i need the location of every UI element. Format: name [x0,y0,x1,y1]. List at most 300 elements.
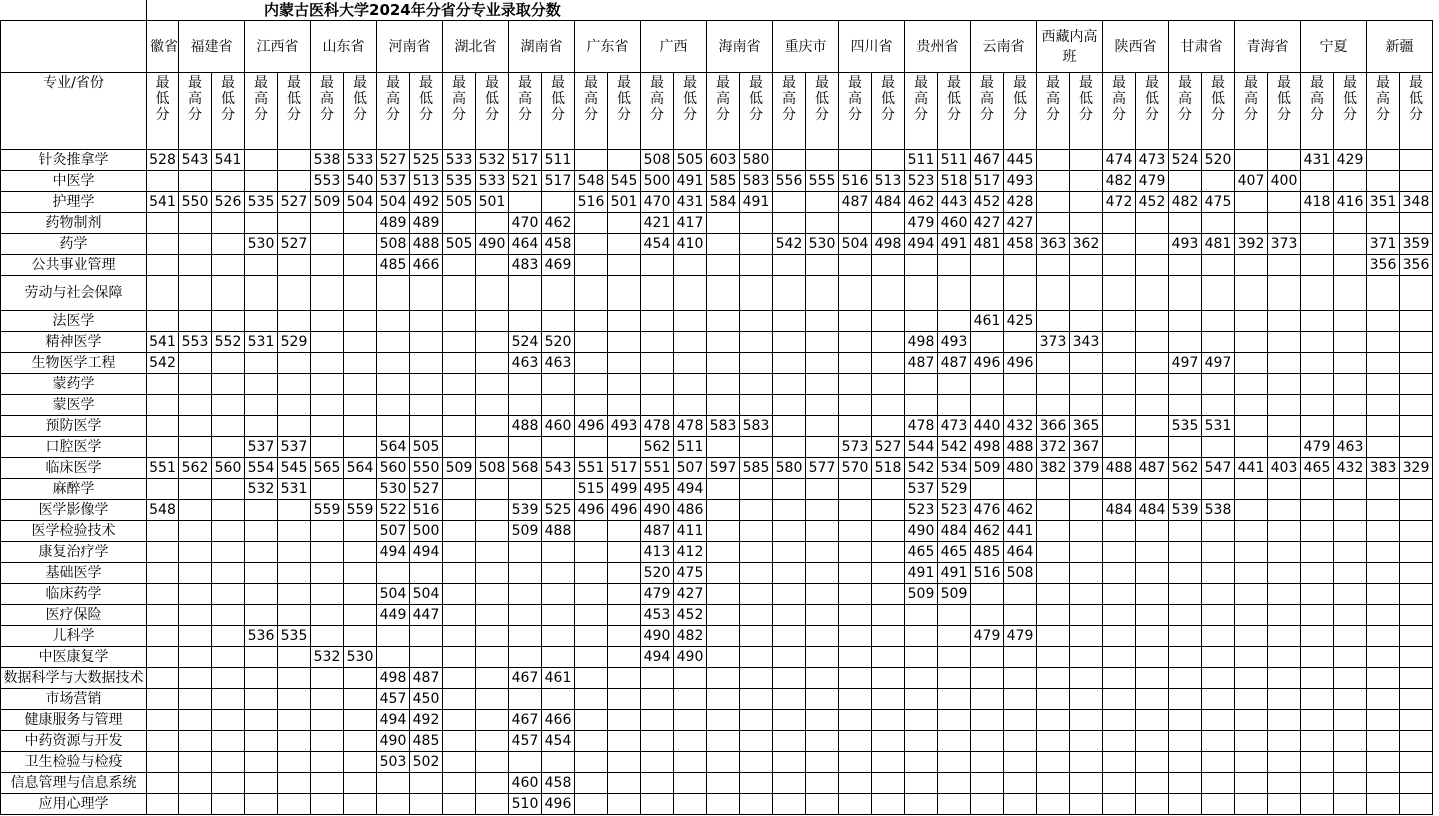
score-cell[interactable] [773,521,806,542]
score-cell[interactable] [608,332,641,353]
score-cell[interactable] [179,773,212,794]
score-cell[interactable] [377,563,410,584]
score-cell[interactable] [147,584,179,605]
score-cell[interactable]: 542 [905,458,938,479]
province-header[interactable]: 四川省 [839,21,905,73]
score-cell[interactable] [707,668,740,689]
score-cell[interactable] [1400,752,1433,773]
score-cell[interactable] [1202,276,1235,311]
score-cell[interactable] [608,311,641,332]
score-cell[interactable]: 573 [839,437,872,458]
score-cell[interactable]: 500 [641,171,674,192]
score-cell[interactable] [476,500,509,521]
score-cell[interactable] [1202,479,1235,500]
score-cell[interactable]: 463 [509,353,542,374]
score-cell[interactable] [608,213,641,234]
score-cell[interactable] [575,374,608,395]
score-cell[interactable] [542,276,575,311]
score-cell[interactable] [773,542,806,563]
score-cell[interactable] [476,416,509,437]
score-cell[interactable] [212,773,245,794]
score-cell[interactable] [344,311,377,332]
score-cell[interactable] [1268,213,1301,234]
subheader-cell[interactable]: 最高分 [179,73,212,150]
score-cell[interactable] [674,773,707,794]
score-cell[interactable] [839,255,872,276]
score-cell[interactable] [872,647,905,668]
score-cell[interactable] [1301,213,1334,234]
score-cell[interactable]: 533 [476,171,509,192]
score-cell[interactable]: 508 [641,150,674,171]
score-cell[interactable] [1103,542,1136,563]
score-cell[interactable] [1334,395,1367,416]
score-cell[interactable]: 365 [1070,416,1103,437]
score-cell[interactable] [1268,752,1301,773]
score-cell[interactable] [1334,710,1367,731]
score-cell[interactable] [476,584,509,605]
score-cell[interactable] [344,710,377,731]
score-cell[interactable]: 585 [707,171,740,192]
score-cell[interactable]: 524 [1169,150,1202,171]
score-cell[interactable] [245,255,278,276]
score-cell[interactable] [410,626,443,647]
score-cell[interactable]: 580 [740,150,773,171]
score-cell[interactable] [938,374,971,395]
score-cell[interactable] [179,437,212,458]
score-cell[interactable] [443,479,476,500]
score-cell[interactable]: 453 [641,605,674,626]
score-cell[interactable] [179,584,212,605]
score-cell[interactable] [245,542,278,563]
score-cell[interactable]: 537 [377,171,410,192]
score-cell[interactable]: 530 [344,647,377,668]
score-cell[interactable]: 496 [971,353,1004,374]
score-cell[interactable] [1367,437,1400,458]
score-cell[interactable]: 516 [971,563,1004,584]
score-cell[interactable] [410,794,443,815]
major-cell[interactable]: 预防医学 [1,416,147,437]
score-cell[interactable] [1268,500,1301,521]
score-cell[interactable] [872,276,905,311]
score-cell[interactable]: 431 [1301,150,1334,171]
score-cell[interactable] [1334,626,1367,647]
score-cell[interactable] [674,752,707,773]
subheader-cell[interactable]: 最低分 [806,73,839,150]
score-cell[interactable] [410,773,443,794]
score-cell[interactable] [1202,437,1235,458]
score-cell[interactable]: 371 [1367,234,1400,255]
score-cell[interactable] [938,626,971,647]
score-cell[interactable] [1334,171,1367,192]
score-cell[interactable]: 531 [278,479,311,500]
score-cell[interactable] [344,353,377,374]
score-cell[interactable] [608,255,641,276]
score-cell[interactable] [839,731,872,752]
score-cell[interactable] [311,563,344,584]
score-cell[interactable] [147,395,179,416]
score-cell[interactable] [707,752,740,773]
score-cell[interactable] [872,668,905,689]
score-cell[interactable] [971,752,1004,773]
score-cell[interactable] [1367,374,1400,395]
score-cell[interactable] [773,668,806,689]
score-cell[interactable] [872,416,905,437]
score-cell[interactable] [608,542,641,563]
score-cell[interactable] [443,416,476,437]
score-cell[interactable] [179,794,212,815]
score-cell[interactable] [443,500,476,521]
score-cell[interactable] [938,395,971,416]
score-cell[interactable] [1367,500,1400,521]
score-cell[interactable]: 485 [410,731,443,752]
score-cell[interactable] [1070,171,1103,192]
score-cell[interactable] [1136,563,1169,584]
score-cell[interactable] [1334,563,1367,584]
major-cell[interactable]: 医疗保险 [1,605,147,626]
score-cell[interactable] [1202,626,1235,647]
score-cell[interactable] [1004,332,1037,353]
score-cell[interactable] [344,563,377,584]
score-cell[interactable] [1004,773,1037,794]
score-cell[interactable] [245,668,278,689]
score-cell[interactable] [1235,773,1268,794]
score-cell[interactable]: 504 [377,584,410,605]
score-cell[interactable] [1367,276,1400,311]
score-cell[interactable] [179,668,212,689]
score-cell[interactable]: 510 [509,794,542,815]
score-cell[interactable] [1169,710,1202,731]
score-cell[interactable]: 497 [1202,353,1235,374]
score-cell[interactable] [278,689,311,710]
score-cell[interactable] [1400,710,1433,731]
score-cell[interactable]: 356 [1367,255,1400,276]
score-cell[interactable] [179,605,212,626]
subheader-cell[interactable]: 最高分 [1301,73,1334,150]
score-cell[interactable] [1235,416,1268,437]
score-cell[interactable] [1400,500,1433,521]
score-cell[interactable] [938,311,971,332]
score-cell[interactable]: 467 [971,150,1004,171]
score-cell[interactable] [1136,794,1169,815]
score-cell[interactable] [839,689,872,710]
score-cell[interactable] [971,395,1004,416]
score-cell[interactable] [1037,171,1070,192]
score-cell[interactable] [344,794,377,815]
score-cell[interactable] [1037,542,1070,563]
score-cell[interactable]: 383 [1367,458,1400,479]
score-cell[interactable] [1334,213,1367,234]
score-cell[interactable] [707,584,740,605]
score-cell[interactable] [806,563,839,584]
score-cell[interactable] [1070,605,1103,626]
score-cell[interactable] [773,332,806,353]
score-cell[interactable] [707,626,740,647]
score-cell[interactable] [839,332,872,353]
score-cell[interactable] [311,521,344,542]
score-cell[interactable] [1070,794,1103,815]
score-cell[interactable] [674,689,707,710]
score-cell[interactable] [707,773,740,794]
score-cell[interactable] [938,276,971,311]
score-cell[interactable] [707,710,740,731]
score-cell[interactable]: 583 [740,416,773,437]
score-cell[interactable]: 329 [1400,458,1433,479]
score-cell[interactable] [839,479,872,500]
score-cell[interactable] [641,255,674,276]
score-cell[interactable] [542,395,575,416]
score-cell[interactable] [476,689,509,710]
score-cell[interactable]: 373 [1268,234,1301,255]
score-cell[interactable]: 527 [278,192,311,213]
score-cell[interactable]: 530 [377,479,410,500]
score-cell[interactable]: 462 [1004,500,1037,521]
score-cell[interactable] [1103,668,1136,689]
score-cell[interactable]: 533 [443,150,476,171]
score-cell[interactable] [1334,668,1367,689]
score-cell[interactable] [1268,731,1301,752]
score-cell[interactable] [872,689,905,710]
score-cell[interactable] [707,213,740,234]
score-cell[interactable] [311,255,344,276]
score-cell[interactable] [971,276,1004,311]
score-cell[interactable]: 527 [872,437,905,458]
score-cell[interactable] [311,395,344,416]
score-cell[interactable] [707,255,740,276]
score-cell[interactable] [1103,416,1136,437]
score-cell[interactable] [1136,395,1169,416]
score-cell[interactable] [1400,276,1433,311]
score-cell[interactable] [212,668,245,689]
score-cell[interactable] [443,626,476,647]
province-header[interactable]: 湖北省 [443,21,509,73]
score-cell[interactable] [278,150,311,171]
score-cell[interactable] [443,255,476,276]
score-cell[interactable] [245,647,278,668]
score-cell[interactable] [1334,647,1367,668]
score-cell[interactable] [344,437,377,458]
score-cell[interactable] [575,563,608,584]
score-cell[interactable] [905,752,938,773]
score-cell[interactable] [1301,542,1334,563]
score-cell[interactable] [1334,353,1367,374]
score-cell[interactable] [245,794,278,815]
score-cell[interactable] [179,689,212,710]
score-cell[interactable]: 511 [938,150,971,171]
score-cell[interactable] [1103,521,1136,542]
score-cell[interactable] [245,276,278,311]
score-cell[interactable] [1334,605,1367,626]
score-cell[interactable] [344,521,377,542]
score-cell[interactable]: 509 [938,584,971,605]
score-cell[interactable] [1169,626,1202,647]
score-cell[interactable]: 348 [1400,192,1433,213]
score-cell[interactable] [1103,332,1136,353]
score-cell[interactable] [872,311,905,332]
score-cell[interactable]: 465 [938,542,971,563]
score-cell[interactable]: 523 [905,500,938,521]
score-cell[interactable] [1202,689,1235,710]
score-cell[interactable] [674,395,707,416]
score-cell[interactable] [311,437,344,458]
score-cell[interactable] [641,353,674,374]
score-cell[interactable] [1004,479,1037,500]
score-cell[interactable] [674,332,707,353]
score-cell[interactable] [147,374,179,395]
score-cell[interactable] [839,626,872,647]
score-cell[interactable] [1136,626,1169,647]
score-cell[interactable]: 478 [674,416,707,437]
score-cell[interactable]: 531 [245,332,278,353]
score-cell[interactable]: 463 [542,353,575,374]
score-cell[interactable]: 490 [674,647,707,668]
score-cell[interactable] [1103,395,1136,416]
score-cell[interactable]: 400 [1268,171,1301,192]
score-cell[interactable] [147,731,179,752]
score-cell[interactable]: 540 [344,171,377,192]
score-cell[interactable]: 542 [938,437,971,458]
score-cell[interactable]: 537 [245,437,278,458]
score-cell[interactable] [1169,773,1202,794]
score-cell[interactable] [147,234,179,255]
score-cell[interactable] [839,395,872,416]
score-cell[interactable] [179,731,212,752]
score-cell[interactable] [245,395,278,416]
score-cell[interactable]: 486 [674,500,707,521]
score-cell[interactable] [575,773,608,794]
score-cell[interactable] [1070,500,1103,521]
score-cell[interactable] [1103,794,1136,815]
score-cell[interactable]: 367 [1070,437,1103,458]
score-cell[interactable] [344,605,377,626]
score-cell[interactable] [575,710,608,731]
score-cell[interactable]: 447 [410,605,443,626]
score-cell[interactable]: 427 [674,584,707,605]
score-cell[interactable] [377,794,410,815]
score-cell[interactable]: 412 [674,542,707,563]
score-cell[interactable] [806,311,839,332]
score-cell[interactable]: 541 [147,192,179,213]
score-cell[interactable] [707,234,740,255]
province-header[interactable]: 福建省 [179,21,245,73]
score-cell[interactable] [509,626,542,647]
score-cell[interactable] [1037,395,1070,416]
score-cell[interactable] [740,752,773,773]
score-cell[interactable]: 382 [1037,458,1070,479]
score-cell[interactable]: 491 [740,192,773,213]
score-cell[interactable] [476,437,509,458]
score-cell[interactable] [1037,626,1070,647]
score-cell[interactable] [1070,773,1103,794]
subheader-cell[interactable]: 最高分 [1037,73,1070,150]
score-cell[interactable] [1070,150,1103,171]
score-cell[interactable]: 474 [1103,150,1136,171]
score-cell[interactable]: 418 [1301,192,1334,213]
score-cell[interactable] [1070,668,1103,689]
score-cell[interactable]: 493 [1169,234,1202,255]
score-cell[interactable] [872,710,905,731]
score-cell[interactable]: 504 [344,192,377,213]
score-cell[interactable] [1367,710,1400,731]
score-cell[interactable] [1103,584,1136,605]
score-cell[interactable] [344,374,377,395]
score-cell[interactable] [674,276,707,311]
score-cell[interactable]: 531 [1202,416,1235,437]
score-cell[interactable] [839,794,872,815]
score-cell[interactable] [1004,584,1037,605]
province-header[interactable]: 青海省 [1235,21,1301,73]
score-cell[interactable] [1334,311,1367,332]
score-cell[interactable] [212,563,245,584]
score-cell[interactable] [1367,332,1400,353]
score-cell[interactable] [179,647,212,668]
score-cell[interactable]: 509 [443,458,476,479]
subheader-cell[interactable]: 最低分 [608,73,641,150]
score-cell[interactable] [311,332,344,353]
score-cell[interactable] [1004,731,1037,752]
score-cell[interactable] [1037,752,1070,773]
score-cell[interactable]: 403 [1268,458,1301,479]
score-cell[interactable]: 440 [971,416,1004,437]
score-cell[interactable]: 537 [905,479,938,500]
score-cell[interactable] [410,416,443,437]
score-cell[interactable] [278,710,311,731]
score-cell[interactable] [245,521,278,542]
score-cell[interactable]: 505 [443,234,476,255]
score-cell[interactable] [147,647,179,668]
score-cell[interactable] [806,668,839,689]
score-cell[interactable]: 452 [971,192,1004,213]
score-cell[interactable] [410,311,443,332]
score-cell[interactable] [608,521,641,542]
score-cell[interactable] [509,437,542,458]
score-cell[interactable] [1004,794,1037,815]
score-cell[interactable] [674,353,707,374]
score-cell[interactable] [1400,773,1433,794]
score-cell[interactable] [1367,213,1400,234]
score-cell[interactable] [1202,773,1235,794]
score-cell[interactable] [476,773,509,794]
score-cell[interactable] [509,192,542,213]
score-cell[interactable] [1400,668,1433,689]
score-cell[interactable] [1367,150,1400,171]
score-cell[interactable]: 505 [674,150,707,171]
score-cell[interactable] [938,773,971,794]
score-cell[interactable] [311,276,344,311]
score-cell[interactable] [1334,276,1367,311]
score-cell[interactable]: 535 [443,171,476,192]
score-cell[interactable] [608,276,641,311]
major-cell[interactable]: 儿科学 [1,626,147,647]
score-cell[interactable] [1136,234,1169,255]
score-cell[interactable] [575,395,608,416]
score-cell[interactable] [1070,311,1103,332]
score-cell[interactable] [410,374,443,395]
score-cell[interactable] [1070,374,1103,395]
score-cell[interactable] [1268,689,1301,710]
score-cell[interactable]: 502 [410,752,443,773]
province-header[interactable]: 海南省 [707,21,773,73]
score-cell[interactable] [1103,311,1136,332]
score-cell[interactable] [542,479,575,500]
score-cell[interactable] [344,255,377,276]
score-cell[interactable] [740,479,773,500]
score-cell[interactable] [377,395,410,416]
score-cell[interactable] [641,794,674,815]
score-cell[interactable]: 553 [311,171,344,192]
score-cell[interactable]: 464 [1004,542,1037,563]
score-cell[interactable]: 490 [641,500,674,521]
score-cell[interactable] [1169,213,1202,234]
